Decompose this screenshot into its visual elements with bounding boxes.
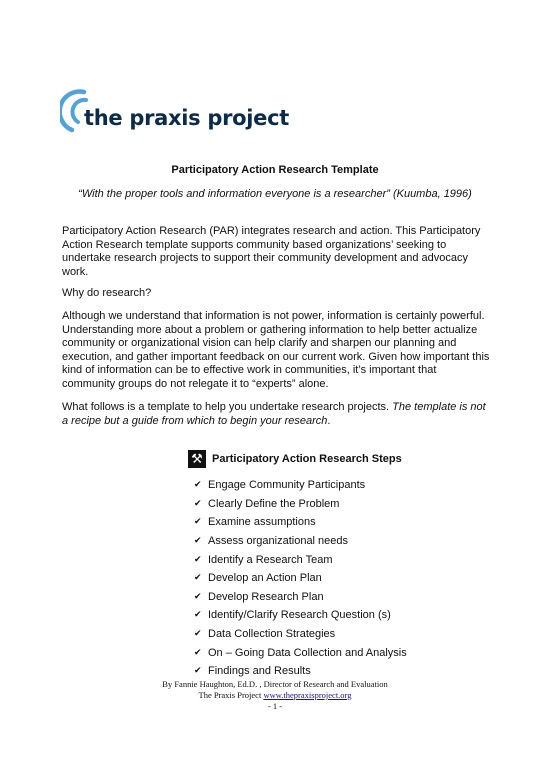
step-label: Clearly Define the Problem	[208, 497, 340, 510]
checkmark-icon: ✔	[194, 666, 202, 677]
step-label: Develop an Action Plan	[208, 572, 322, 585]
logo-wordmark: the praxis project	[84, 106, 290, 130]
closing-end: .	[327, 414, 331, 427]
checkmark-icon: ✔	[194, 554, 202, 565]
closing-plain: What follows is a template to help you undertake research projects.	[62, 401, 393, 413]
step-item	[194, 643, 407, 662]
body-paragraph: Although we understand that information is not power, information is certainly powerful. Understanding more about a problem or gathering information to help better actualize community or organizational vision can help clarify and sharpen our planning and execution, and gather important feedback on our current work. Given how important this kind of information can be to effective work in communities, it’s important that community groups do not relegate it to “experts” alone.	[62, 310, 490, 390]
step-item	[194, 532, 407, 551]
checkmark-icon: ✔	[194, 498, 202, 509]
checkmark-icon: ✔	[194, 573, 202, 584]
step-label: Engage Community Participants	[208, 479, 366, 492]
closing-paragraph	[62, 401, 492, 428]
step-label: On – Going Data Collection and Analysis	[208, 646, 407, 659]
question-heading: Why do research?	[62, 287, 152, 299]
checkmark-icon: ✔	[194, 591, 202, 602]
step-label: Examine assumptions	[208, 516, 316, 529]
intro-paragraph: Participatory Action Research (PAR) integrates research and action. This Participatory Action Research template supports community based organizations’ seeking to undertake research projects to support their community development and advocacy work.	[62, 225, 481, 278]
step-item	[194, 550, 407, 569]
praxis-logo	[60, 86, 300, 138]
step-item	[194, 588, 407, 607]
steps-heading	[188, 449, 402, 469]
step-item	[194, 513, 407, 532]
step-item	[194, 606, 407, 625]
epigraph-quote: “With the proper tools and information everyone is a researcher” (Kuumba, 1996)	[78, 188, 472, 200]
checkmark-icon: ✔	[194, 480, 202, 491]
checkmark-icon: ✔	[194, 517, 202, 528]
checkmark-icon: ✔	[194, 610, 202, 621]
page-footer	[0, 679, 550, 712]
step-label: Identify a Research Team	[208, 553, 333, 566]
step-item	[194, 662, 407, 681]
step-label: Assess organizational needs	[208, 535, 349, 548]
step-item	[194, 625, 407, 644]
closing-italic: The template is not a recipe but a guide from which to begin your research	[62, 401, 486, 427]
footer-org-label: The Praxis Project	[198, 690, 264, 700]
steps-heading-label: Participatory Action Research Steps	[212, 453, 402, 465]
step-label: Identify/Clarify Research Question (s)	[208, 609, 391, 622]
step-label: Data Collection Strategies	[208, 628, 336, 641]
step-item	[194, 476, 407, 495]
steps-list	[194, 476, 407, 681]
step-label: Develop Research Plan	[208, 590, 324, 603]
footer-website-link[interactable]: www.thepraxisproject.org	[263, 690, 352, 700]
step-label: Findings and Results	[208, 665, 311, 678]
page-number: - 1 -	[267, 701, 283, 711]
step-item	[194, 495, 407, 514]
tools-icon: ⚒	[188, 450, 206, 468]
checkmark-icon: ✔	[194, 647, 202, 658]
footer-author: By Fannie Haughton, Ed.D. , Director of Research and Evaluation	[162, 679, 388, 689]
step-item	[194, 569, 407, 588]
footer-org	[0, 690, 550, 701]
checkmark-icon: ✔	[194, 629, 202, 640]
document-title: Participatory Action Research Template	[171, 164, 379, 176]
checkmark-icon: ✔	[194, 536, 202, 547]
